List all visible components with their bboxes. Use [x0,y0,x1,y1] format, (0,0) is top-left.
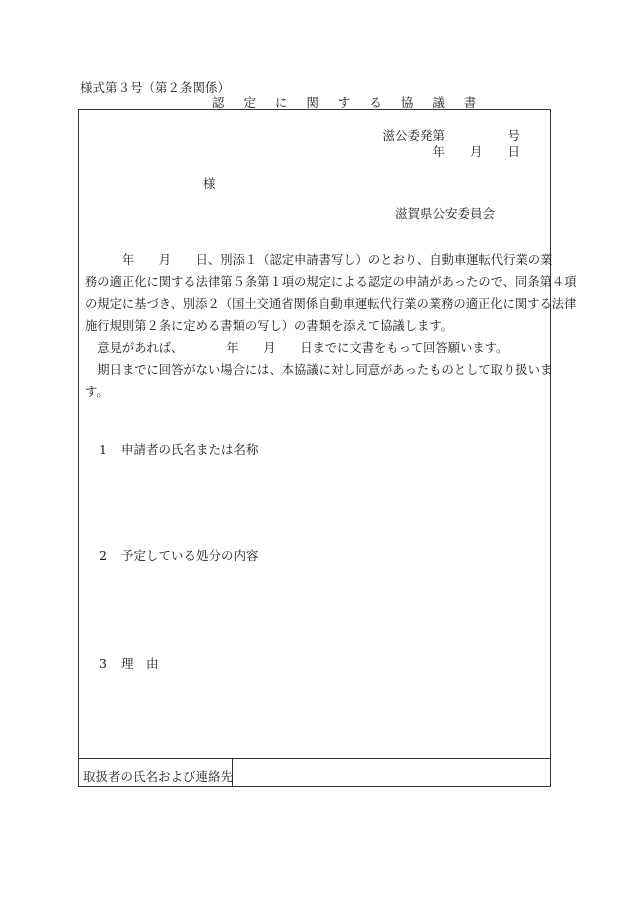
body-line: 意見があれば、 年 月 日までに文書をもって回答願います。 [85,341,509,355]
item-number: 3 [99,656,107,671]
document-number: 滋公委発第 号 [382,128,520,143]
body-line: の規定に基づき、別添２（国土交通省関係自動車運転代行業の業務の適正化に関する法律 [85,297,577,311]
item-applicant-name [99,440,258,458]
footer-divider [79,758,550,759]
item-planned-disposition [99,546,258,564]
contact-person-label: 取扱者の氏名および連絡先 [83,769,234,784]
addressee-salutation: 様 [203,176,216,191]
body-line: 施行規則第２条に定める書類の写し）の書類を添えて協議します。 [85,319,453,333]
item-number: 1 [99,442,107,457]
issue-date: 年 月 日 [432,144,520,159]
body-paragraph [85,249,577,403]
item-label: 予定している処分の内容 [120,548,259,563]
document-title: 認 定 に 関 す る 協 議 書 [212,95,484,110]
body-line: す。 [85,385,109,399]
issuer-name: 滋賀県公安委員会 [395,206,496,221]
body-line: 年 月 日、別添１（認定申請書写し）のとおり、自動車運転代行業の業 [85,253,553,267]
item-label: 理 由 [120,656,159,671]
item-reason [99,654,158,672]
item-number: 2 [99,548,107,563]
form-frame [78,109,577,787]
form-number-label: 様式第３号（第２条関係） [80,80,231,95]
body-line: 務の適正化に関する法律第５条第１項の規定による認定の申請があったので、同条第４項 [85,275,577,289]
item-label: 申請者の氏名または名称 [120,442,259,457]
body-line: 期日までに回答がない場合には、本協議に対し同意があったものとして取り扱いま [85,363,553,377]
